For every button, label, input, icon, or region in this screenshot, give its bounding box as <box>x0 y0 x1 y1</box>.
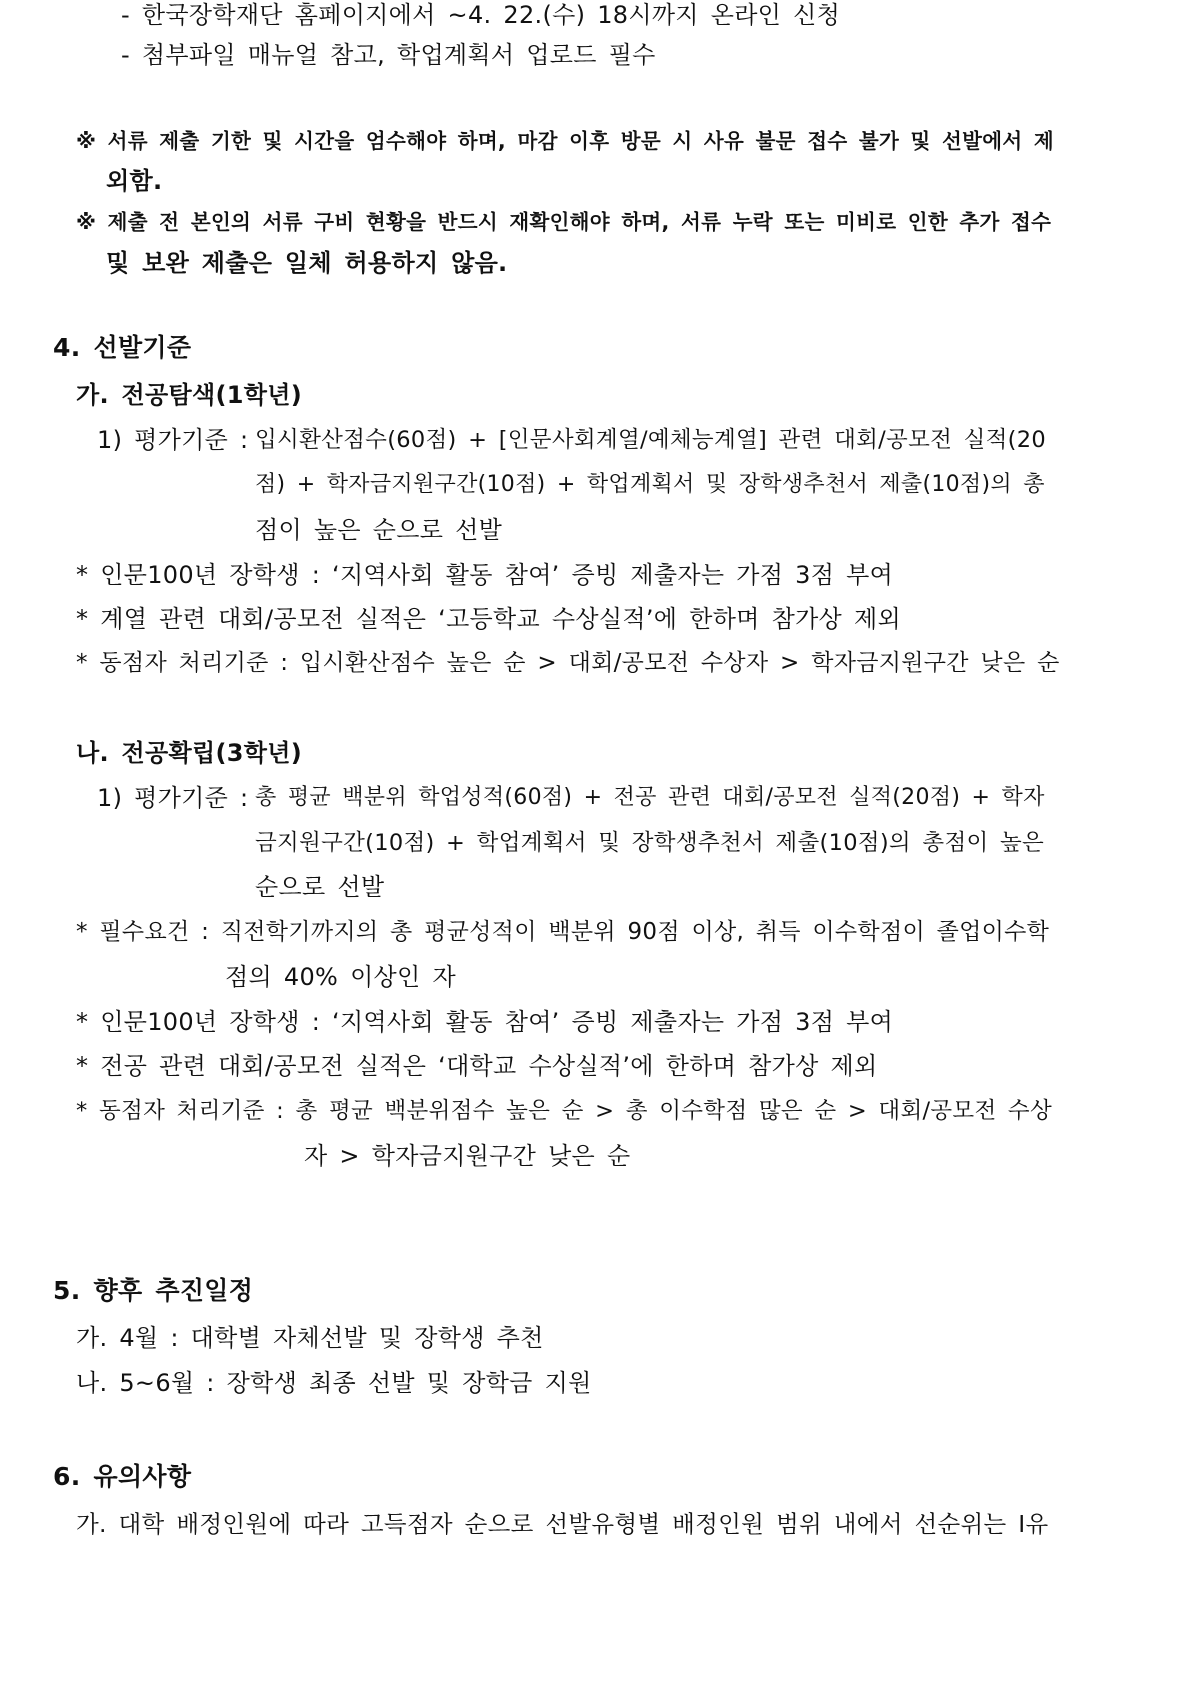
section-4b-criteria-line3: 순으로 선발 <box>255 873 385 901</box>
section-5-heading: 5. 향후 추진일정 <box>53 1276 254 1305</box>
section-4a-criteria-line1: 입시환산점수(60점) + [인문사회계열/예체능계열] 관련 대회/공모전 실적(20 <box>255 427 1046 453</box>
section-4b-criteria-label: 1) 평가기준 : <box>97 784 249 812</box>
section-4b-tiebreak-line1: * 동점자 처리기준 : 총 평균 백분위점수 높은 순 > 총 이수학점 많은 순 > 대회/공모전 수상 <box>76 1098 1053 1124</box>
section-4b-criteria-line1: 총 평균 백분위 학업성적(60점) + 전공 관련 대회/공모전 실적(20점) + 학자 <box>255 785 1045 810</box>
section-4a-criteria-line2: 점) + 학자금지원구간(10점) + 학업계획서 및 장학생추천서 제출(10점)의 총 <box>255 472 1045 497</box>
section-4a-note-bonus: * 인문100년 장학생 : ‘지역사회 활동 참여’ 증빙 제출자는 가점 3점 부여 <box>76 561 894 589</box>
section-4a-criteria-label: 1) 평가기준 : <box>97 426 249 454</box>
section-4b-requirement-line1: * 필수요건 : 직전학기까지의 총 평균성적이 백분위 90점 이상, 취득 이수학점이 졸업이수학 <box>76 919 1050 945</box>
notice-deadline-line2: 외함. <box>106 167 163 195</box>
notice-documents-line1: ※ 제출 전 본인의 서류 구비 현황을 반드시 재확인해야 하며, 서류 누락 또는 미비로 인한 추가 접수 <box>76 210 1052 234</box>
schedule-may-june: 나. 5~6월 : 장학생 최종 선발 및 장학금 지원 <box>76 1369 592 1397</box>
section-4b-tiebreak-line2: 자 > 학자금지원구간 낮은 순 <box>304 1142 631 1170</box>
section-4b-heading: 나. 전공확립(3학년) <box>76 739 302 767</box>
section-4a-heading: 가. 전공탐색(1학년) <box>76 381 302 409</box>
section-4b-note-awards: * 전공 관련 대회/공모전 실적은 ‘대학교 수상실적’에 한하며 참가상 제외 <box>76 1052 878 1080</box>
notice-deadline-line1: ※ 서류 제출 기한 및 시간을 엄수해야 하며, 마감 이후 방문 시 사유 불문 접수 불가 및 선발에서 제 <box>76 129 1054 153</box>
schedule-april: 가. 4월 : 대학별 자체선발 및 장학생 추천 <box>76 1324 544 1352</box>
notice-documents-line2: 및 보완 제출은 일체 허용하지 않음. <box>106 249 508 277</box>
section-4a-note-tiebreak: * 동점자 처리기준 : 입시환산점수 높은 순 > 대회/공모전 수상자 > 학자금지원구간 낮은 순 <box>76 650 1060 676</box>
section-4b-criteria-line2: 금지원구간(10점) + 학업계획서 및 장학생추천서 제출(10점)의 총점이 높은 <box>255 830 1045 856</box>
section-4b-requirement-line2: 점의 40% 이상인 자 <box>225 963 456 991</box>
caution-item-1: 가. 대학 배정인원에 따라 고득점자 순으로 선발유형별 배정인원 범위 내에서 선순위는 Ⅰ유 <box>76 1510 1049 1538</box>
section-4a-criteria-line3: 점이 높은 순으로 선발 <box>255 516 503 544</box>
section-4-heading: 4. 선발기준 <box>53 333 192 362</box>
apply-online-item: - 한국장학재단 홈페이지에서 ~4. 22.(수) 18시까지 온라인 신청 <box>121 1 841 29</box>
section-6-heading: 6. 유의사항 <box>53 1462 192 1491</box>
attachment-manual-item: - 첨부파일 매뉴얼 참고, 학업계획서 업로드 필수 <box>121 41 656 69</box>
section-4a-note-awards: * 계열 관련 대회/공모전 실적은 ‘고등학교 수상실적’에 한하며 참가상 제외 <box>76 605 901 633</box>
section-4b-note-bonus: * 인문100년 장학생 : ‘지역사회 활동 참여’ 증빙 제출자는 가점 3점 부여 <box>76 1008 894 1036</box>
